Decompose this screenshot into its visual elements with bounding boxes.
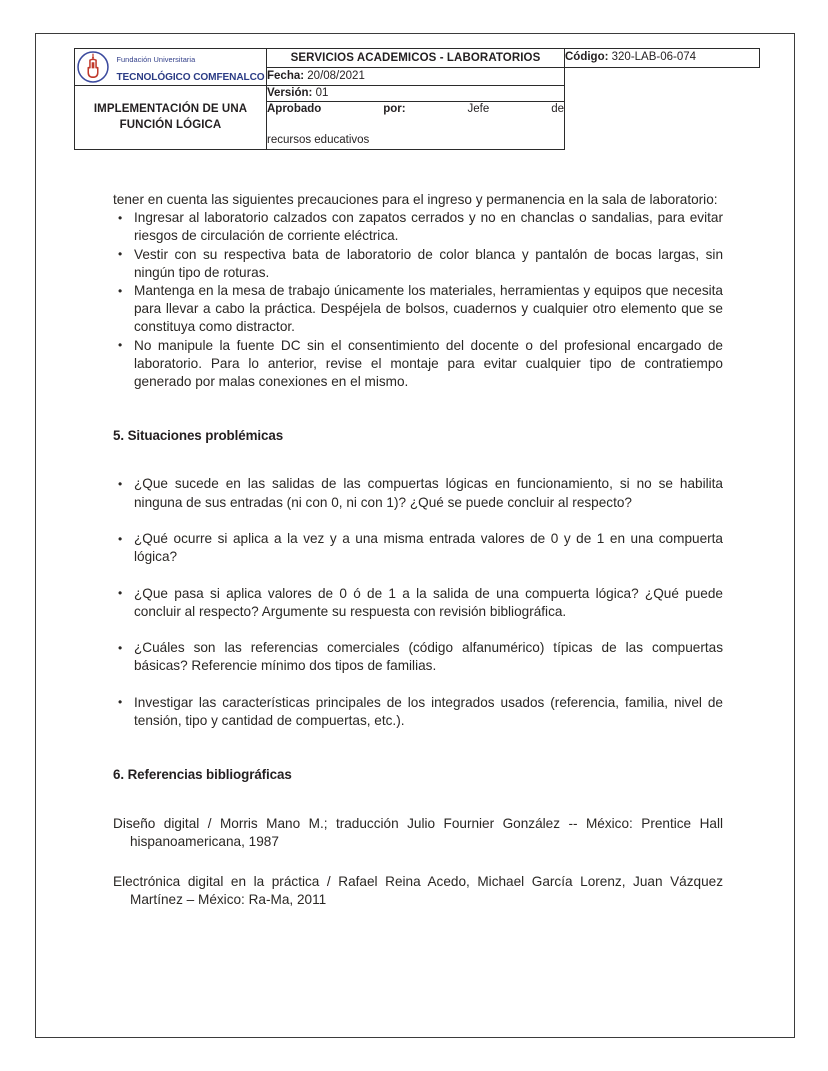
document-header-table [74, 48, 760, 150]
spacer [113, 391, 723, 427]
aprobado-value-line2: recursos educativos [267, 134, 370, 147]
list-item: • ¿Qué ocurre si aplica a la vez y a una misma entrada valores de 0 y de 1 en una compuerta lógica? [113, 530, 723, 566]
list-item: • ¿Que sucede en las salidas de las compuertas lógicas en funcionamiento, si no se habilita ninguna de sus entradas (ni con 0, ni con 1)? ¿Qué se puede concluir al respecto? [113, 475, 723, 511]
section-6-heading: 6. Referencias bibliográficas [113, 767, 292, 783]
list-item: • Ingresar al laboratorio calzados con zapatos cerrados y no en chanclas o sandalias, para evitar riesgos de circulación de corriente eléctrica. [113, 209, 723, 245]
document-body [113, 191, 723, 909]
list-item: • No manipule la fuente DC sin el consentimiento del docente o del profesional encargado de laboratorio. Para lo anterior, revise el montaje para evitar cualquier tipo de contratiempo generado por malas conexiones en el mismo. [113, 337, 723, 392]
list-item: • ¿Cuáles son las referencias comerciales (código alfanumérico) típicas de las compuertas básicas? Referencie mínimo dos tipos de familias. [113, 639, 723, 675]
codigo-cell [565, 49, 760, 68]
intro-paragraph: tener en cuenta las siguientes precauciones para el ingreso y permanencia en la sala de laboratorio: [113, 192, 718, 207]
codigo-label: Código: [565, 51, 609, 64]
spacer [113, 785, 723, 815]
aprobado-label: Aprobado por: [267, 103, 406, 116]
bibliography-entry: Electrónica digital en la práctica / Rafael Reina Acedo, Michael García Lorenz, Juan Vázquez Martínez – México: Ra-Ma, 2011 [113, 874, 723, 908]
document-title-top: SERVICIOS ACADEMICOS - LABORATORIOS [267, 49, 565, 68]
logo-cell [75, 49, 267, 86]
list-item: • Vestir con su respectiva bata de laboratorio de color blanca y pantalón de bocas largas, sin ningún tipo de roturas. [113, 246, 723, 282]
list-item: • Investigar las características principales de los integrados usados (referencia, familia, nivel de tensión, tipo y cantidad de compuertas, etc.). [113, 694, 723, 730]
spacer [113, 748, 723, 766]
fecha-label: Fecha: [267, 69, 305, 82]
version-cell [267, 85, 565, 102]
fecha-cell [267, 68, 565, 86]
aprobado-value-line1: Jefe de [467, 103, 564, 116]
version-value: 01 [315, 86, 329, 99]
logo-line-1: Fundación Universitaria [116, 55, 196, 64]
fecha-value: 20/08/2021 [307, 69, 365, 82]
document-title-bottom: IMPLEMENTACIÓN DE UNA FUNCIÓN LÓGICA [75, 85, 267, 149]
section-5-heading: 5. Situaciones problémicas [113, 428, 284, 444]
list-item: • ¿Que pasa si aplica valores de 0 ó de 1 a la salida de una compuerta lógica? ¿Qué puede concluir al respecto? Argumente su respuesta con revisión bibliográfica. [113, 585, 723, 621]
codigo-value: 320-LAB-06-074 [611, 51, 697, 64]
aprobado-cell [267, 102, 565, 150]
bibliography-entry: Diseño digital / Morris Mano M.; traducción Julio Fournier González -- México: Prentice Hall hispanoamericana, 1987 [113, 815, 723, 849]
precautions-list [113, 209, 723, 391]
spacer [113, 851, 723, 873]
spacer [113, 445, 723, 475]
list-item: • Mantenga en la mesa de trabajo únicamente los materiales, herramientas y equipos que necesita para llevar a cabo la práctica. Despéjela de bolsos, cuadernos y cualquier otro elemento que se constituya como distractor. [113, 282, 723, 337]
comfenalco-shield-logo-icon [76, 50, 110, 84]
logo-line-2: TECNOLÓGICO COMFENALCO [116, 71, 265, 83]
version-label: Versión: [267, 86, 313, 99]
problem-questions-list [113, 475, 723, 730]
